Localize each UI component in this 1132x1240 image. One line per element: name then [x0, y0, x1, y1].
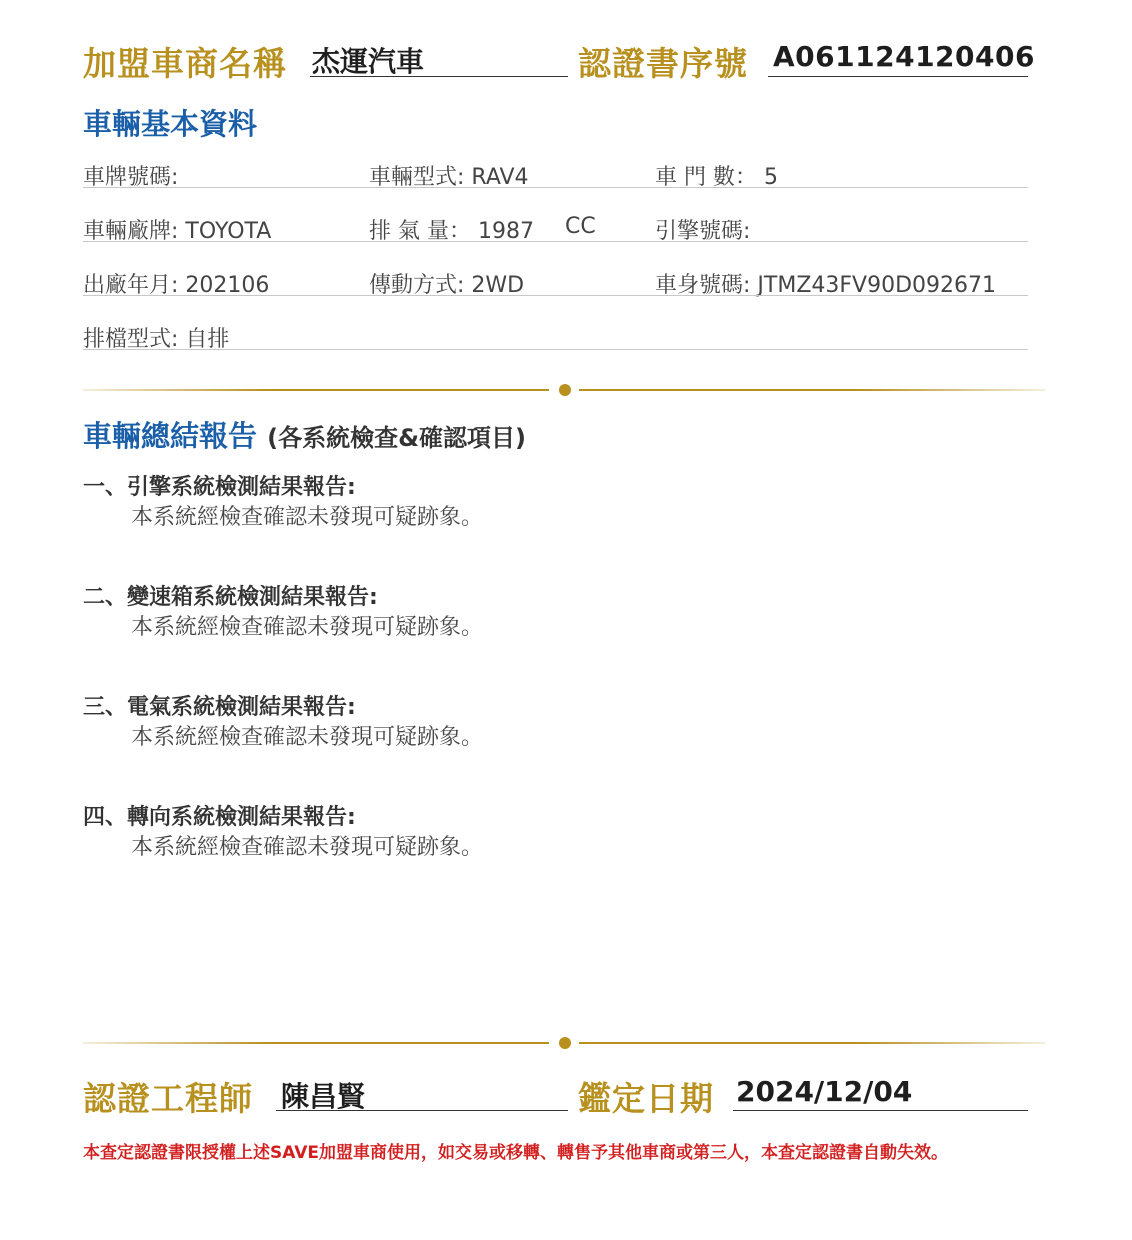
summary-title-text: 車輛總結報告	[83, 419, 258, 453]
row-divider	[83, 187, 1028, 188]
engine-number-label: 引擎號碼:	[655, 219, 751, 244]
dealer-label: 加盟車商名稱	[83, 44, 287, 83]
gold-divider	[83, 1029, 1045, 1057]
vin-label: 車身號碼:	[655, 273, 751, 298]
summary-subtitle: (各系統檢查&確認項目)	[267, 424, 526, 452]
row-divider	[83, 295, 1028, 296]
report-item-heading: 一、引擎系統檢測結果報告:	[83, 475, 356, 500]
cert-value: A061124120406	[773, 40, 1035, 73]
dealer-underline	[310, 76, 568, 77]
date-underline	[733, 1110, 1028, 1111]
doors-value: 5	[764, 165, 778, 190]
date-value: 2024/12/04	[736, 1075, 913, 1108]
date-label: 鑑定日期	[578, 1079, 714, 1118]
cert-underline	[768, 76, 1028, 77]
report-item-heading: 二、變速箱系統檢測結果報告:	[83, 585, 378, 610]
engineer-underline	[276, 1110, 568, 1111]
displacement-label: 排 氣 量：	[369, 219, 471, 244]
doors-label: 車 門 數：	[655, 165, 757, 190]
displacement-value: 1987	[478, 219, 534, 244]
dealer-value: 杰運汽車	[312, 45, 425, 78]
summary-title	[83, 414, 526, 455]
transmission-value: 自排	[185, 327, 230, 352]
brand-label: 車輛廠牌:	[83, 219, 179, 244]
plate-label: 車牌號碼:	[83, 165, 179, 190]
transmission-label: 排檔型式:	[83, 327, 179, 352]
report-item-heading: 四、轉向系統檢測結果報告:	[83, 805, 356, 830]
cert-label: 認證書序號	[578, 44, 748, 83]
vin-value: JTMZ43FV90D092671	[757, 273, 997, 298]
report-item-body: 本系統經檢查確認未發現可疑跡象。	[131, 615, 484, 640]
divider-dot-icon	[559, 1037, 571, 1049]
gold-divider	[83, 376, 1045, 404]
manufacture-date-value: 202106	[185, 273, 270, 298]
divider-dot-icon	[559, 384, 571, 396]
basic-info-title: 車輛基本資料	[83, 107, 258, 141]
engineer-label: 認證工程師	[83, 1079, 253, 1118]
model-label: 車輛型式:	[369, 165, 465, 190]
row-divider	[83, 349, 1028, 350]
model-value: RAV4	[471, 165, 529, 190]
drivetrain-value: 2WD	[471, 273, 525, 298]
drivetrain-label: 傳動方式:	[369, 273, 465, 298]
brand-value: TOYOTA	[185, 219, 272, 244]
engineer-value: 陳昌賢	[281, 1080, 366, 1113]
displacement-unit: CC	[565, 214, 596, 239]
report-item-body: 本系統經檢查確認未發現可疑跡象。	[131, 505, 484, 530]
report-item-body: 本系統經檢查確認未發現可疑跡象。	[131, 835, 484, 860]
disclaimer-text: 本查定認證書限授權上述SAVE加盟車商使用，如交易或移轉、轉售予其他車商或第三人，本查定認證書自動失效。	[83, 1143, 949, 1163]
row-divider	[83, 241, 1028, 242]
report-item-body: 本系統經檢查確認未發現可疑跡象。	[131, 725, 484, 750]
manufacture-date-label: 出廠年月:	[83, 273, 179, 298]
report-item-heading: 三、電氣系統檢測結果報告:	[83, 695, 356, 720]
